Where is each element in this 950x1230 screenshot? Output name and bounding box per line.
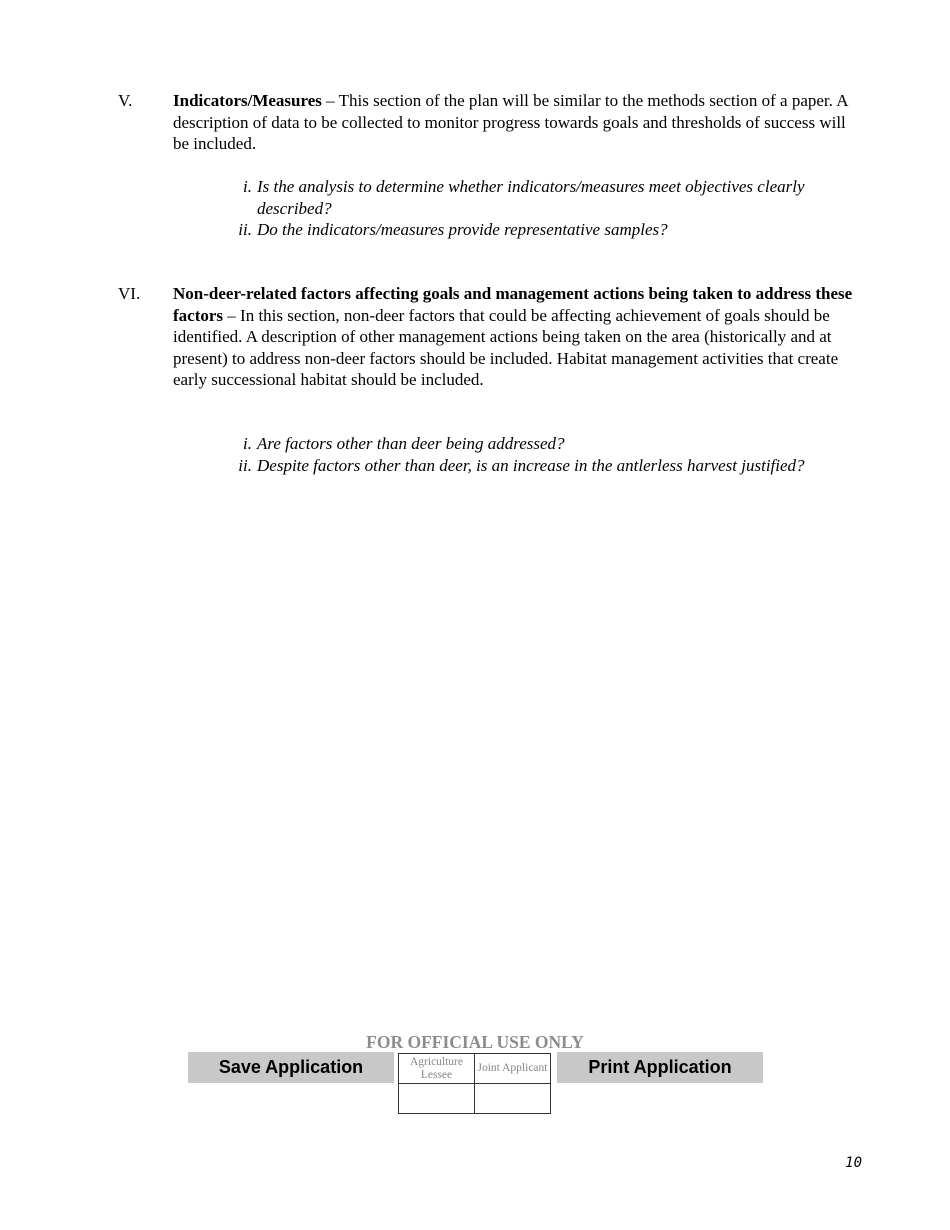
- section-text: – This section of the plan will be similar to the methods section of a paper. A description of data to be collected to monitor progress towards goals and thresholds of success will be included.: [173, 91, 848, 153]
- question-text: Are factors other than deer being addressed?: [257, 434, 565, 453]
- question-text: Despite factors other than deer, is an increase in the antlerless harvest justified?: [257, 455, 805, 475]
- question-item: [228, 455, 868, 477]
- question-number: ii.: [238, 220, 252, 239]
- agriculture-lessee-header: Agriculture Lessee: [399, 1054, 475, 1084]
- page-number: 10: [845, 1155, 862, 1171]
- official-use-table: [398, 1053, 551, 1114]
- question-number: i.: [243, 434, 252, 453]
- question-number: i.: [243, 177, 252, 196]
- section-paragraph: [173, 90, 863, 155]
- section-number: VI.: [118, 284, 141, 303]
- print-application-button[interactable]: Print Application: [557, 1052, 763, 1083]
- joint-applicant-header: Joint Applicant: [475, 1054, 551, 1084]
- section-title: Non-deer-related factors affecting goals and management actions being taken to address these factors: [173, 284, 853, 325]
- joint-applicant-field[interactable]: [475, 1084, 551, 1114]
- save-application-button[interactable]: Save Application: [188, 1052, 394, 1083]
- question-item: [228, 176, 868, 219]
- question-item: [228, 219, 868, 241]
- question-list: [228, 433, 868, 476]
- section-number: V.: [118, 91, 133, 110]
- section-text: – In this section, non-deer factors that could be affecting achievement of goals should be identified. A description of other management actions being taken on the area (historically and at present) to address non-deer factors should be included. Habitat management activities that create early successional habitat should be included.: [173, 305, 839, 389]
- question-item: [228, 433, 868, 455]
- official-use-label: FOR OFFICIAL USE ONLY: [366, 1032, 584, 1052]
- question-number: ii.: [238, 455, 252, 475]
- question-list: [228, 176, 868, 241]
- question-text: Do the indicators/measures provide representative samples?: [257, 220, 668, 239]
- section-paragraph: [173, 283, 863, 391]
- section-title: Indicators/Measures: [173, 91, 322, 110]
- agriculture-lessee-field[interactable]: [399, 1084, 475, 1114]
- question-text: Is the analysis to determine whether indicators/measures meet objectives clearly described?: [257, 177, 805, 218]
